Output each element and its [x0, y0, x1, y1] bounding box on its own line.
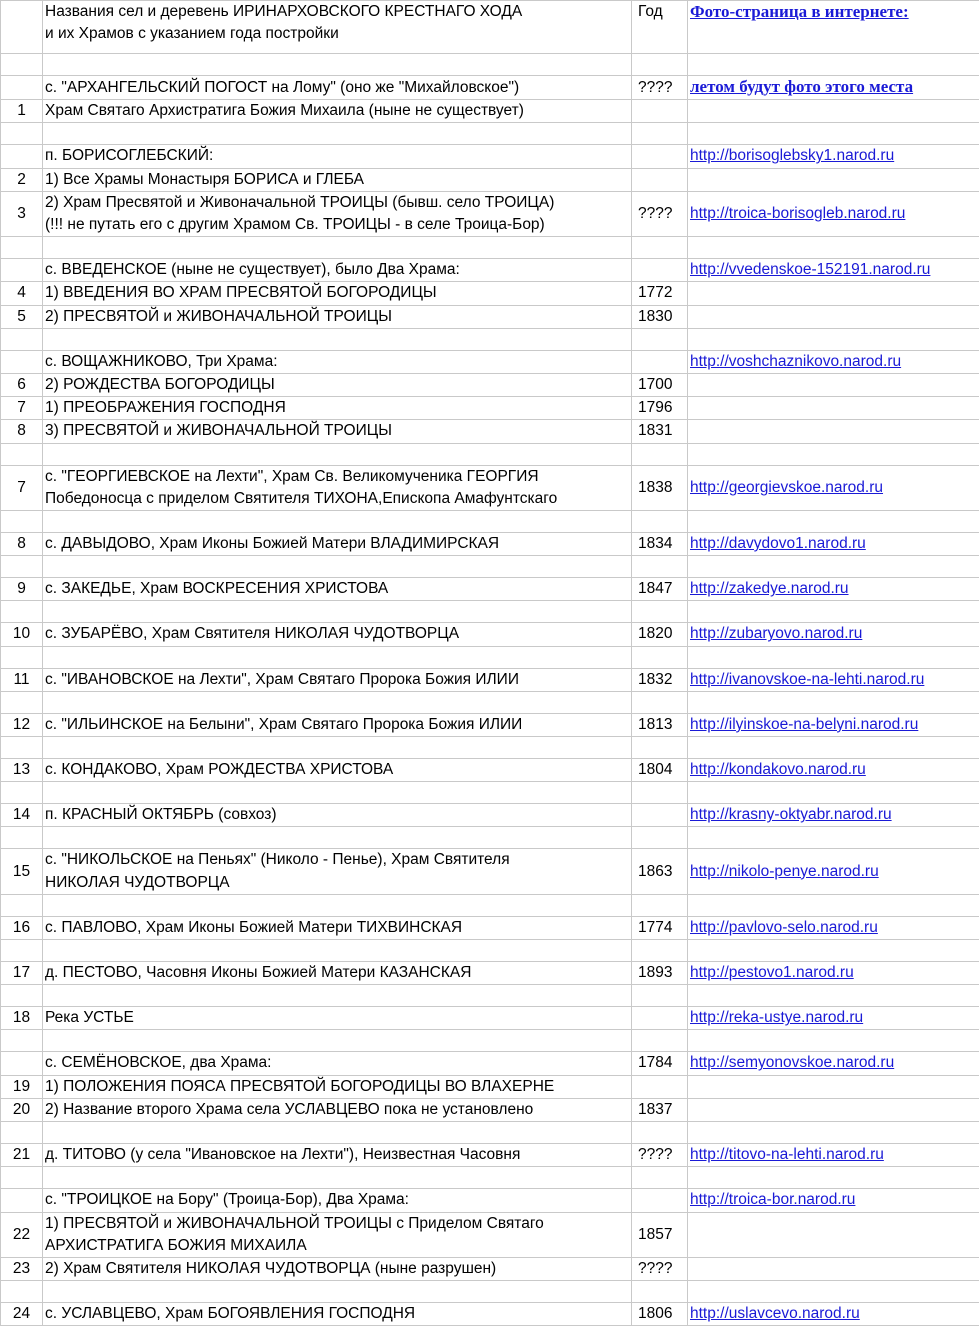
photo-link[interactable]: http://zubaryovo.narod.ru — [690, 625, 863, 643]
place-name-cell: с. КОНДАКОВО, Храм РОЖДЕСТВА ХРИСТОВА — [43, 759, 632, 782]
year-cell: 1774 — [632, 916, 688, 939]
photo-link-cell — [688, 601, 979, 623]
row-number-cell — [1, 940, 43, 962]
row-number-cell: 17 — [1, 962, 43, 985]
table-row — [1, 282, 979, 305]
year-cell: ???? — [632, 191, 688, 236]
year-cell — [632, 827, 688, 849]
place-name-cell: с. ЗАКЕДЬЕ, Храм ВОСКРЕСЕНИЯ ХРИСТОВА — [43, 578, 632, 601]
row-number-cell — [1, 328, 43, 350]
table-row — [1, 849, 979, 894]
place-name-cell — [43, 328, 632, 350]
row-number-cell: 4 — [1, 282, 43, 305]
place-name-cell: 3) ПРЕСВЯТОЙ и ЖИВОНАЧАЛЬНОЙ ТРОИЦЫ — [43, 420, 632, 443]
table-row — [1, 1052, 979, 1075]
place-name-cell — [43, 737, 632, 759]
place-name-line: НИКОЛАЯ ЧУДОТВОРЦА — [45, 873, 230, 891]
year-cell: 1863 — [632, 849, 688, 894]
year-cell — [632, 511, 688, 533]
empty-row — [1, 894, 979, 916]
table-row — [1, 1257, 979, 1280]
row-number-cell: 22 — [1, 1212, 43, 1257]
row-number-cell: 8 — [1, 420, 43, 443]
table-body — [1, 1, 979, 1326]
row-number-cell: 7 — [1, 397, 43, 420]
row-number-cell: 20 — [1, 1098, 43, 1121]
place-name-cell: с. "ТРОИЦКОЕ на Бору" (Троица-Бор), Два Храма: — [43, 1189, 632, 1212]
place-name-cell — [43, 1212, 632, 1257]
header-name-line1: Названия сел и деревень ИРИНАРХОВСКОГО КРЕСТНАГО ХОДА — [45, 3, 523, 20]
table-row — [1, 168, 979, 191]
year-cell — [632, 691, 688, 713]
table-row — [1, 1189, 979, 1212]
year-cell: 1834 — [632, 533, 688, 556]
row-number-cell: 7 — [1, 465, 43, 510]
year-cell — [632, 350, 688, 373]
row-number-cell — [1, 511, 43, 533]
table-row — [1, 962, 979, 985]
row-number-cell: 13 — [1, 759, 43, 782]
photo-link-cell — [688, 737, 979, 759]
row-number-cell: 15 — [1, 849, 43, 894]
place-name-cell: Храм Святаго Архистратига Божия Михаила (ныне не существует) — [43, 100, 632, 123]
row-number-cell — [1, 1167, 43, 1189]
photo-note-text[interactable]: летом будут фото этого места — [690, 77, 914, 96]
place-name-cell: 1) ПОЛОЖЕНИЯ ПОЯСА ПРЕСВЯТОЙ БОГОРОДИЦЫ ВО ВЛАХЕРНЕ — [43, 1075, 632, 1098]
photo-link-cell — [688, 328, 979, 350]
row-number-cell — [1, 646, 43, 668]
photo-link-cell — [688, 1122, 979, 1144]
row-number-cell: 18 — [1, 1007, 43, 1030]
photo-link-cell — [688, 804, 979, 827]
year-cell: 1837 — [632, 1098, 688, 1121]
photo-link-cell — [688, 827, 979, 849]
place-name-cell — [43, 1122, 632, 1144]
photo-link[interactable]: http://davydovo1.narod.ru — [690, 535, 866, 553]
empty-row — [1, 1281, 979, 1303]
photo-link-cell — [688, 100, 979, 123]
place-name-cell — [43, 827, 632, 849]
table-row — [1, 1075, 979, 1098]
row-number-cell: 11 — [1, 668, 43, 691]
photo-link-cell — [688, 259, 979, 282]
row-number-cell — [1, 350, 43, 373]
empty-row — [1, 646, 979, 668]
row-number-cell — [1, 76, 43, 100]
place-name-cell: д. ТИТОВО (у села "Ивановское на Лехти"), Неизвестная Часовня — [43, 1144, 632, 1167]
photo-link-cell — [688, 123, 979, 145]
place-name-cell: 1) Все Храмы Монастыря БОРИСА и ГЛЕБА — [43, 168, 632, 191]
place-name-cell — [43, 940, 632, 962]
year-cell: 1796 — [632, 397, 688, 420]
empty-row — [1, 691, 979, 713]
year-cell: 1832 — [632, 668, 688, 691]
place-name-cell — [43, 1030, 632, 1052]
photo-link-cell — [688, 374, 979, 397]
photo-link-cell — [688, 54, 979, 76]
row-number-cell — [1, 691, 43, 713]
empty-row — [1, 1167, 979, 1189]
table-row — [1, 1098, 979, 1121]
table-row — [1, 374, 979, 397]
photo-link[interactable]: http://troica-bor.narod.ru — [690, 1191, 856, 1209]
empty-row — [1, 556, 979, 578]
row-number-cell: 12 — [1, 713, 43, 736]
photo-link-cell — [688, 237, 979, 259]
place-name-line: 1) ПРЕСВЯТОЙ и ЖИВОНАЧАЛЬНОЙ ТРОИЦЫ с Приделом Святаго — [45, 1214, 544, 1232]
photo-link[interactable]: http://ilyinskoe-na-belyni.narod.ru — [690, 715, 919, 733]
place-name-line: с. "ГЕОРГИЕВСКОЕ на Лехти", Храм Св. Великомученика ГЕОРГИЯ — [45, 467, 539, 485]
row-number-cell — [1, 556, 43, 578]
row-number-cell — [1, 1030, 43, 1052]
header-link-cell — [688, 1, 979, 54]
photo-link[interactable]: http://pavlovo-selo.narod.ru — [690, 918, 878, 936]
row-number-cell: 14 — [1, 804, 43, 827]
empty-row — [1, 737, 979, 759]
photo-link[interactable]: http://voshchaznikovo.narod.ru — [690, 352, 902, 370]
year-cell: 1857 — [632, 1212, 688, 1257]
empty-row — [1, 827, 979, 849]
photo-link[interactable]: http://reka-ustye.narod.ru — [690, 1009, 864, 1027]
year-cell — [632, 168, 688, 191]
year-cell — [632, 940, 688, 962]
place-name-cell: п. БОРИСОГЛЕБСКИЙ: — [43, 145, 632, 168]
row-number-cell: 8 — [1, 533, 43, 556]
place-name-cell: с. СЕМЁНОВСКОЕ, два Храма: — [43, 1052, 632, 1075]
photo-link[interactable]: http://troica-borisogleb.narod.ru — [690, 204, 906, 222]
place-name-line: 2) Храм Пресвятой и Живоначальной ТРОИЦЫ (бывш. село ТРОИЦА) — [45, 193, 555, 211]
place-name-cell — [43, 511, 632, 533]
photo-link[interactable]: http://pestovo1.narod.ru — [690, 964, 854, 982]
row-number-cell: 3 — [1, 191, 43, 236]
place-name-cell: с. "ИВАНОВСКОЕ на Лехти", Храм Святаго Пророка Божия ИЛИИ — [43, 668, 632, 691]
header-num-cell — [1, 1, 43, 54]
year-cell: 1847 — [632, 578, 688, 601]
row-number-cell — [1, 737, 43, 759]
row-number-cell: 5 — [1, 305, 43, 328]
row-number-cell: 16 — [1, 916, 43, 939]
photo-link[interactable]: http://kondakovo.narod.ru — [690, 761, 866, 779]
photo-link-cell — [688, 1030, 979, 1052]
photo-link[interactable]: http://titovo-na-lehti.narod.ru — [690, 1146, 884, 1164]
table-row — [1, 397, 979, 420]
table-row — [1, 578, 979, 601]
row-number-cell — [1, 894, 43, 916]
place-name-cell: с. ВВЕДЕНСКОЕ (ныне не существует), было Два Храма: — [43, 259, 632, 282]
photo-link-cell — [688, 1212, 979, 1257]
photo-link-cell — [688, 350, 979, 373]
table-row — [1, 759, 979, 782]
photo-link-cell — [688, 782, 979, 804]
photo-link-cell — [688, 1052, 979, 1075]
row-number-cell: 2 — [1, 168, 43, 191]
year-cell — [632, 782, 688, 804]
table-row — [1, 1303, 979, 1326]
place-name-cell — [43, 237, 632, 259]
row-number-cell — [1, 782, 43, 804]
table-row — [1, 533, 979, 556]
photo-link-cell — [688, 1303, 979, 1326]
row-number-cell: 23 — [1, 1257, 43, 1280]
photo-link-cell — [688, 420, 979, 443]
year-cell — [632, 985, 688, 1007]
year-cell — [632, 556, 688, 578]
year-cell — [632, 646, 688, 668]
place-name-cell: 2) РОЖДЕСТВА БОГОРОДИЦЫ — [43, 374, 632, 397]
place-name-cell — [43, 443, 632, 465]
empty-row — [1, 511, 979, 533]
table-row — [1, 350, 979, 373]
empty-row — [1, 54, 979, 76]
place-name-cell — [43, 123, 632, 145]
year-cell: 1700 — [632, 374, 688, 397]
photo-link-cell — [688, 849, 979, 894]
place-name-cell — [43, 985, 632, 1007]
place-name-line: АРХИСТРАТИГА БОЖИЯ МИХАИЛА — [45, 1236, 307, 1254]
photo-link-cell — [688, 1144, 979, 1167]
year-cell — [632, 804, 688, 827]
year-cell — [632, 100, 688, 123]
year-cell — [632, 259, 688, 282]
photo-link[interactable]: http://ivanovskoe-na-lehti.narod.ru — [690, 670, 925, 688]
year-cell: 1838 — [632, 465, 688, 510]
table-row — [1, 259, 979, 282]
year-cell: ???? — [632, 76, 688, 100]
header-name-line2: и их Храмов с указанием года постройки — [45, 25, 339, 43]
table-row — [1, 420, 979, 443]
year-cell — [632, 237, 688, 259]
photo-link-cell — [688, 556, 979, 578]
place-name-cell — [43, 849, 632, 894]
place-name-cell — [43, 894, 632, 916]
place-name-cell — [43, 1281, 632, 1303]
year-cell — [632, 601, 688, 623]
place-name-cell — [43, 465, 632, 510]
place-name-cell: 2) ПРЕСВЯТОЙ и ЖИВОНАЧАЛЬНОЙ ТРОИЦЫ — [43, 305, 632, 328]
place-name-cell: 1) ПРЕОБРАЖЕНИЯ ГОСПОДНЯ — [43, 397, 632, 420]
place-name-cell: 1) ВВЕДЕНИЯ ВО ХРАМ ПРЕСВЯТОЙ БОГОРОДИЦЫ — [43, 282, 632, 305]
table-row — [1, 668, 979, 691]
table-row — [1, 100, 979, 123]
place-name-cell: с. "АРХАНГЕЛЬСКИЙ ПОГОСТ на Лому" (оно же "Михайловское") — [43, 76, 632, 100]
place-name-cell: с. ДАВЫДОВО, Храм Иконы Божией Матери ВЛАДИМИРСКАЯ — [43, 533, 632, 556]
table-row — [1, 305, 979, 328]
photo-link-cell — [688, 759, 979, 782]
year-cell: 1831 — [632, 420, 688, 443]
photo-link-cell — [688, 1257, 979, 1280]
photo-link-cell — [688, 1281, 979, 1303]
photo-link-cell — [688, 1007, 979, 1030]
place-name-line: Победоносца с приделом Святителя ТИХОНА,Епископа Амафунтскаго — [45, 489, 558, 507]
photo-link-cell — [688, 533, 979, 556]
photo-link-cell — [688, 962, 979, 985]
header-name-cell — [43, 1, 632, 54]
photo-link-cell — [688, 76, 979, 100]
photo-link-cell — [688, 713, 979, 736]
year-cell — [632, 1007, 688, 1030]
table-row — [1, 623, 979, 646]
year-cell — [632, 1030, 688, 1052]
table-row — [1, 916, 979, 939]
empty-row — [1, 601, 979, 623]
photo-link-cell — [688, 511, 979, 533]
year-cell — [632, 894, 688, 916]
place-name-cell — [43, 782, 632, 804]
place-name-cell: Река УСТЬЕ — [43, 1007, 632, 1030]
header-row — [1, 1, 979, 54]
photo-link-cell — [688, 985, 979, 1007]
year-cell: 1806 — [632, 1303, 688, 1326]
place-name-cell: с. УСЛАВЦЕВО, Храм БОГОЯВЛЕНИЯ ГОСПОДНЯ — [43, 1303, 632, 1326]
photo-link-cell — [688, 145, 979, 168]
year-cell — [632, 1075, 688, 1098]
row-number-cell: 19 — [1, 1075, 43, 1098]
empty-row — [1, 782, 979, 804]
row-number-cell: 6 — [1, 374, 43, 397]
photo-link-cell — [688, 691, 979, 713]
empty-row — [1, 443, 979, 465]
place-name-cell — [43, 646, 632, 668]
place-name-cell: 2) Храм Святителя НИКОЛАЯ ЧУДОТВОРЦА (ныне разрушен) — [43, 1257, 632, 1280]
table-row — [1, 465, 979, 510]
table-row — [1, 145, 979, 168]
row-number-cell: 24 — [1, 1303, 43, 1326]
photo-link[interactable]: http://uslavcevo.narod.ru — [690, 1305, 860, 1323]
photo-link-cell — [688, 623, 979, 646]
photo-link-cell — [688, 305, 979, 328]
empty-row — [1, 1030, 979, 1052]
year-cell: 1813 — [632, 713, 688, 736]
empty-row — [1, 940, 979, 962]
year-cell: 1784 — [632, 1052, 688, 1075]
row-number-cell — [1, 985, 43, 1007]
year-cell: 1830 — [632, 305, 688, 328]
place-name-cell: д. ПЕСТОВО, Часовня Иконы Божией Матери КАЗАНСКАЯ — [43, 962, 632, 985]
photo-link-cell — [688, 465, 979, 510]
row-number-cell — [1, 827, 43, 849]
place-name-cell — [43, 601, 632, 623]
photo-link-cell — [688, 168, 979, 191]
photo-link[interactable]: http://zakedye.narod.ru — [690, 580, 849, 598]
row-number-cell — [1, 1122, 43, 1144]
row-number-cell: 10 — [1, 623, 43, 646]
year-cell — [632, 737, 688, 759]
row-number-cell: 21 — [1, 1144, 43, 1167]
photo-link-cell — [688, 191, 979, 236]
year-cell: ???? — [632, 1257, 688, 1280]
year-cell — [632, 123, 688, 145]
photo-link-cell — [688, 1189, 979, 1212]
row-number-cell — [1, 259, 43, 282]
photo-link-cell — [688, 1075, 979, 1098]
photo-link-cell — [688, 894, 979, 916]
place-name-line: (!!! не путать его с другим Храмом Св. ТРОИЦЫ - в селе Троица-Бор) — [45, 216, 545, 234]
place-name-cell: с. ВОЩАЖНИКОВО, Три Храма: — [43, 350, 632, 373]
place-name-cell: п. КРАСНЫЙ ОКТЯБРЬ (совхоз) — [43, 804, 632, 827]
year-cell — [632, 1281, 688, 1303]
place-name-cell — [43, 54, 632, 76]
place-name-cell: с. ЗУБАРЁВО, Храм Святителя НИКОЛАЯ ЧУДОТВОРЦА — [43, 623, 632, 646]
photo-link-cell — [688, 668, 979, 691]
year-cell — [632, 1122, 688, 1144]
table-row — [1, 191, 979, 236]
row-number-cell — [1, 54, 43, 76]
photo-link-cell — [688, 397, 979, 420]
photo-link-cell — [688, 940, 979, 962]
empty-row — [1, 123, 979, 145]
place-name-cell: 2) Название второго Храма села УСЛАВЦЕВО пока не установлено — [43, 1098, 632, 1121]
place-name-cell — [43, 556, 632, 578]
photo-link-cell — [688, 282, 979, 305]
table-row — [1, 1007, 979, 1030]
year-cell — [632, 443, 688, 465]
year-cell — [632, 145, 688, 168]
photo-link[interactable]: http://georgievskoe.narod.ru — [690, 478, 884, 496]
row-number-cell: 1 — [1, 100, 43, 123]
place-name-line: с. "НИКОЛЬСКОЕ на Пеньях" (Николо - Пенье), Храм Святителя — [45, 851, 510, 869]
row-number-cell — [1, 1052, 43, 1075]
year-cell — [632, 54, 688, 76]
table-row — [1, 76, 979, 100]
header-link-text[interactable]: Фото-страница в интернете: — [690, 2, 909, 21]
place-name-cell — [43, 191, 632, 236]
year-cell: 1893 — [632, 962, 688, 985]
place-name-cell: с. ПАВЛОВО, Храм Иконы Божией Матери ТИХВИНСКАЯ — [43, 916, 632, 939]
table-row — [1, 1144, 979, 1167]
year-cell: ???? — [632, 1144, 688, 1167]
photo-link[interactable]: http://krasny-oktyabr.narod.ru — [690, 806, 892, 824]
table-row — [1, 713, 979, 736]
photo-link-cell — [688, 1167, 979, 1189]
row-number-cell: 9 — [1, 578, 43, 601]
photo-link[interactable]: http://nikolo-penye.narod.ru — [690, 862, 879, 880]
row-number-cell — [1, 443, 43, 465]
photo-link-cell — [688, 916, 979, 939]
row-number-cell — [1, 1281, 43, 1303]
row-number-cell — [1, 1189, 43, 1212]
year-cell — [632, 1189, 688, 1212]
empty-row — [1, 328, 979, 350]
row-number-cell — [1, 123, 43, 145]
photo-link[interactable]: http://vvedenskoe-152191.narod.ru — [690, 261, 931, 279]
table-row — [1, 1212, 979, 1257]
photo-link[interactable]: http://semyonovskoe.narod.ru — [690, 1054, 895, 1072]
place-name-cell — [43, 1167, 632, 1189]
photo-link-cell — [688, 443, 979, 465]
empty-row — [1, 985, 979, 1007]
year-cell — [632, 328, 688, 350]
place-name-cell — [43, 691, 632, 713]
place-name-cell: с. "ИЛЬИНСКОЕ на Белыни", Храм Святаго Пророка Божия ИЛИИ — [43, 713, 632, 736]
header-year-cell: Год — [632, 1, 688, 54]
empty-row — [1, 1122, 979, 1144]
empty-row — [1, 237, 979, 259]
year-cell: 1772 — [632, 282, 688, 305]
photo-link-cell — [688, 1098, 979, 1121]
year-cell: 1804 — [632, 759, 688, 782]
year-cell: 1820 — [632, 623, 688, 646]
photo-link-cell — [688, 578, 979, 601]
row-number-cell — [1, 601, 43, 623]
row-number-cell — [1, 237, 43, 259]
photo-link[interactable]: http://borisoglebsky1.narod.ru — [690, 147, 895, 165]
photo-link-cell — [688, 646, 979, 668]
table-row — [1, 804, 979, 827]
year-cell — [632, 1167, 688, 1189]
row-number-cell — [1, 145, 43, 168]
